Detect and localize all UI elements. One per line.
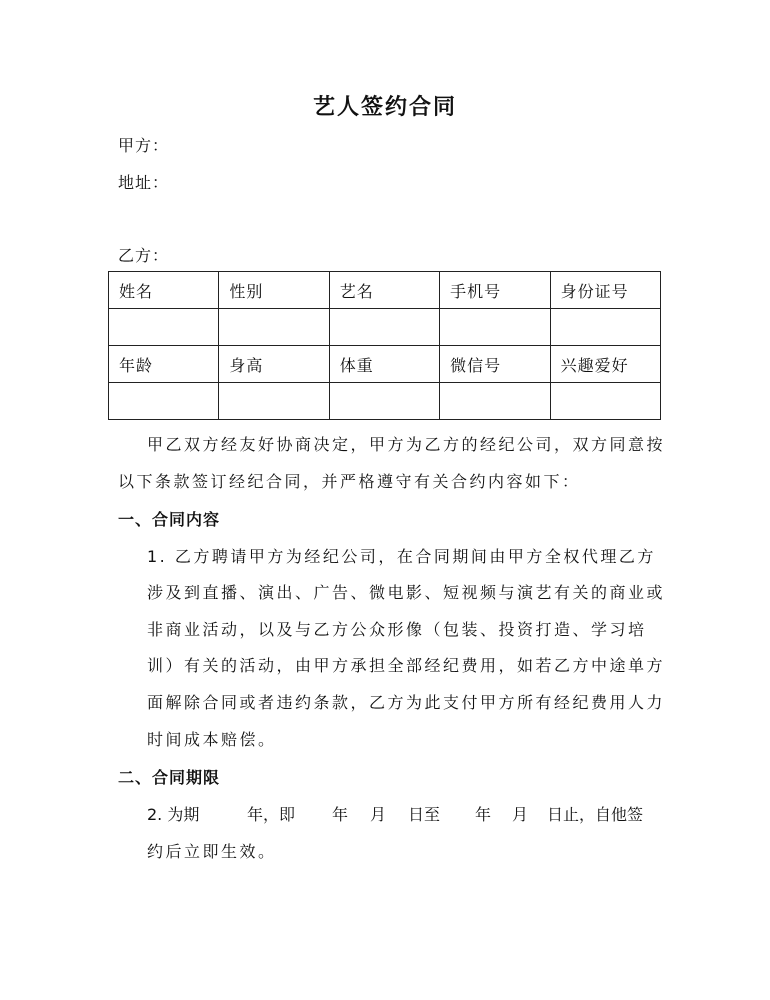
term-text-segment: 2. 为期: [147, 805, 200, 824]
table-header-phone: 手机号: [440, 272, 550, 309]
party-a-label: 甲方：: [118, 136, 170, 155]
table-header-name: 姓名: [109, 272, 219, 309]
term-text-segment: 年，即: [247, 805, 296, 824]
term-text-segment: 月: [512, 805, 529, 824]
table-header-gender: 性别: [219, 272, 329, 309]
section1-paragraph-line: 非商业活动，以及与乙方公众形像（包装、投资打造、学习培: [147, 620, 647, 639]
table-cell-gender-value[interactable]: [219, 309, 329, 346]
table-cell-id-number-value[interactable]: [550, 309, 660, 346]
party-b-label: 乙方：: [118, 246, 170, 265]
term-text-segment: 年: [332, 805, 349, 824]
table-row: [109, 383, 661, 420]
intro-paragraph-line: 以下条款签订经纪合同，并严格遵守有关合约内容如下：: [118, 472, 581, 491]
section1-paragraph-line: 涉及到直播、演出、广告、微电影、短视频与演艺有关的商业或: [147, 583, 666, 602]
section1-paragraph-line: 1. 乙方聘请甲方为经纪公司，在合同期间由甲方全权代理乙方: [147, 547, 656, 566]
section-heading-contract-term: 二、合同期限: [118, 768, 221, 787]
section1-paragraph-line: 时间成本赔偿。: [147, 730, 277, 749]
table-row: [109, 309, 661, 346]
intro-paragraph-line: 甲乙双方经友好协商决定，甲方为乙方的经纪公司，双方同意按: [147, 435, 666, 454]
table-cell-age-value[interactable]: [109, 383, 219, 420]
term-text-segment: 日至: [408, 805, 441, 824]
section-heading-contract-content: 一、合同内容: [118, 510, 221, 529]
table-cell-weight-value[interactable]: [329, 383, 439, 420]
term-text-segment: 年: [475, 805, 492, 824]
document-title: 艺人签约合同: [312, 95, 457, 120]
table-cell-height-value[interactable]: [219, 383, 329, 420]
table-header-height: 身高: [219, 346, 329, 383]
table-header-age: 年龄: [109, 346, 219, 383]
table-header-id-number: 身份证号: [550, 272, 660, 309]
artist-info-table: [108, 271, 661, 420]
table-header-hobbies: 兴趣爱好: [550, 346, 660, 383]
table-cell-hobbies-value[interactable]: [550, 383, 660, 420]
table-cell-phone-value[interactable]: [440, 309, 550, 346]
table-cell-wechat-value[interactable]: [440, 383, 550, 420]
table-header-stage-name: 艺名: [329, 272, 439, 309]
table-row: [109, 272, 661, 309]
section1-paragraph-line: 训）有关的活动，由甲方承担全部经纪费用，如若乙方中途单方: [147, 656, 666, 675]
table-row: [109, 346, 661, 383]
term-text-segment: 日止，自他签: [547, 805, 644, 824]
term-text-segment: 月: [370, 805, 387, 824]
table-header-weight: 体重: [329, 346, 439, 383]
table-cell-name-value[interactable]: [109, 309, 219, 346]
table-header-wechat: 微信号: [440, 346, 550, 383]
table-cell-stage-name-value[interactable]: [329, 309, 439, 346]
section2-paragraph-line: 约后立即生效。: [147, 842, 277, 861]
section1-paragraph-line: 面解除合同或者违约条款，乙方为此支付甲方所有经纪费用人力: [147, 693, 666, 712]
address-label: 地址：: [118, 173, 170, 192]
